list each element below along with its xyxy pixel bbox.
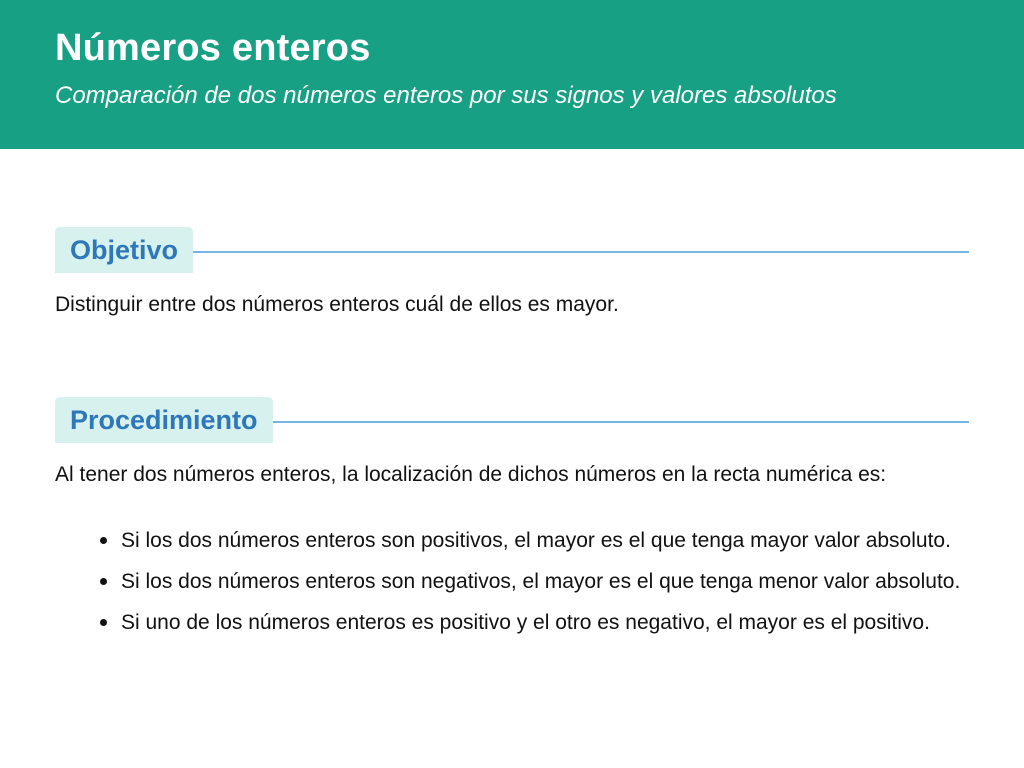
list-item-text: Si los dos números enteros son negativos, el mayor es el que tenga menor valor absoluto. bbox=[121, 570, 961, 593]
procedure-section bbox=[55, 375, 969, 637]
bullet-icon bbox=[100, 537, 107, 544]
procedure-heading: Procedimiento bbox=[55, 397, 273, 443]
bullet-icon bbox=[100, 578, 107, 585]
bullet-icon bbox=[100, 619, 107, 626]
main-content bbox=[0, 149, 1024, 637]
procedure-list bbox=[55, 526, 969, 637]
objective-heading: Objetivo bbox=[55, 227, 193, 273]
procedure-text: Al tener dos números enteros, la localización de dichos números en la recta numérica es: bbox=[55, 463, 887, 486]
procedure-section-header bbox=[55, 375, 969, 436]
list-item bbox=[121, 567, 969, 596]
page-header bbox=[0, 0, 1024, 149]
list-item bbox=[121, 608, 969, 637]
objective-section-header bbox=[55, 205, 969, 266]
page-title: Números enteros bbox=[55, 27, 371, 69]
objective-section bbox=[55, 205, 969, 320]
list-item-text: Si los dos números enteros son positivos, el mayor es el que tenga mayor valor absoluto. bbox=[121, 529, 951, 552]
list-item bbox=[121, 526, 969, 555]
objective-text: Distinguir entre dos números enteros cuál de ellos es mayor. bbox=[55, 293, 619, 316]
page-subtitle: Comparación de dos números enteros por sus signos y valores absolutos bbox=[55, 81, 837, 109]
list-item-text: Si uno de los números enteros es positivo y el otro es negativo, el mayor es el positivo. bbox=[121, 611, 930, 634]
